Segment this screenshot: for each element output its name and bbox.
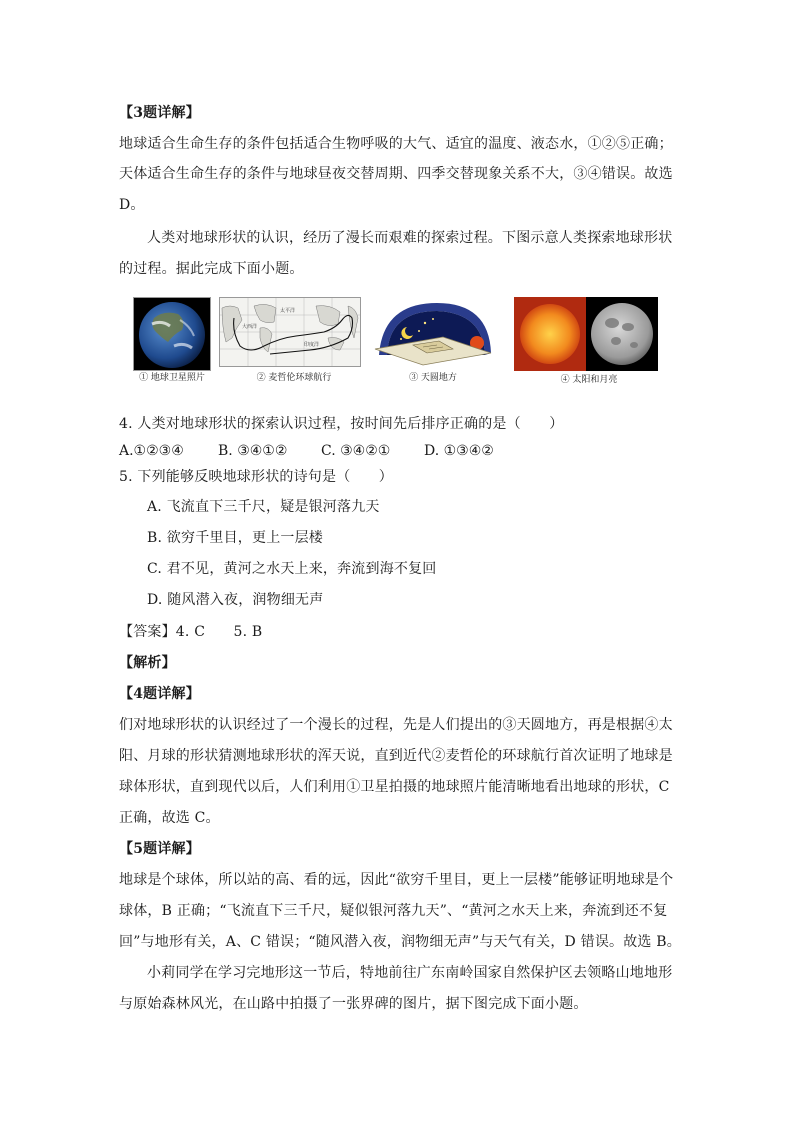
intro-line: 的过程。据此完成下面小题。 [119,261,304,277]
q5-detail-line: 球体，B 正确；“飞流直下三千尺，疑似银河落九天”、“黄河之水天上来，奔流到还不复 [119,903,668,919]
q4-detail-line: 们对地球形状的认识经过了一个漫长的过程，先是人们提出的③天圆地方，再是根据④太 [119,717,673,733]
q5-option-d: D. 随风潜入夜，润物细无声 [147,592,324,608]
figure-caption: ② 麦哲伦环球航行 [256,373,332,383]
q5-option-c: C. 君不见，黄河之水天上来，奔流到海不复回 [147,561,437,577]
analysis-header: 【解析】 [119,655,176,671]
q4-option-a: A.①②③④ [119,443,184,459]
voyage-map-image [219,297,361,367]
final-intro-line: 小莉同学在学习完地形这一节后，特地前往广东南岭国家自然保护区去领略山地地形 [147,965,673,981]
q3-detail-line: 地球适合生命生存的条件包括适合生物呼吸的大气、适宜的温度、液态水，①②⑤正确； [119,136,673,152]
q4-options [119,441,679,461]
sky-earth-image [373,297,493,369]
q3-detail-line: D。 [119,197,145,213]
earth-photo-image [133,297,211,371]
figure-caption: ④ 太阳和月亮 [560,375,618,385]
q5-detail-line: 回”与地形有关，A、C 错误；“随风潜入夜，润物细无声”与天气有关，D 错误。故选 B。 [119,934,681,950]
q4-option-d: D. ①③④② [424,443,494,459]
final-intro-line: 与原始森林风光，在山路中拍摄了一张界碑的图片，据下图完成下面小题。 [119,996,588,1012]
q5-detail-header: 【5题详解】 [119,841,200,857]
answer-line: 【答案】4. C 5. B [119,624,263,640]
q4-detail-header: 【4题详解】 [119,686,200,702]
map-label: 太平洋 [280,308,296,314]
figure-row [133,297,661,389]
q5-option-b: B. 欲穷千里目，更上一层楼 [147,530,323,546]
sun-moon-image [514,297,658,371]
q4-detail-line: 正确，故选 C。 [119,810,220,826]
q5-stem: 5. 下列能够反映地球形状的诗句是（ ） [119,469,394,485]
figure-caption: ① 地球卫星照片 [139,373,205,383]
q5-option-a: A. 飞流直下三千尺，疑是银河落九天 [147,499,380,515]
map-label: 印度洋 [304,342,320,348]
q4-option-b: B. ③④①② [218,443,288,459]
intro-line: 人类对地球形状的认识，经历了漫长而艰难的探索过程。下图示意人类探索地球形状 [147,230,673,246]
q5-detail-line: 地球是个球体，所以站的高、看的远，因此“欲穷千里目，更上一层楼”能够证明地球是个 [119,872,674,888]
q4-stem: 4. 人类对地球形状的探索认识过程，按时间先后排序正确的是（ ） [119,416,564,432]
q3-detail-line: 天体适合生命生存的条件与地球昼夜交替周期、四季交替现象关系不大，③④错误。故选 [119,166,673,182]
map-label: 大西洋 [242,324,258,330]
q4-detail-line: 阳、月球的形状猜测地球形状的浑天说，直到近代②麦哲伦的环球航行首次证明了地球是 [119,748,673,764]
q4-detail-line: 球体形状，直到现代以后，人们利用①卫星拍摄的地球照片能清晰地看出地球的形状，C [119,779,670,795]
q4-option-c: C. ③④②① [321,443,391,459]
figure-caption: ③ 天圆地方 [409,373,457,383]
q3-detail-header: 【3题详解】 [119,105,200,121]
